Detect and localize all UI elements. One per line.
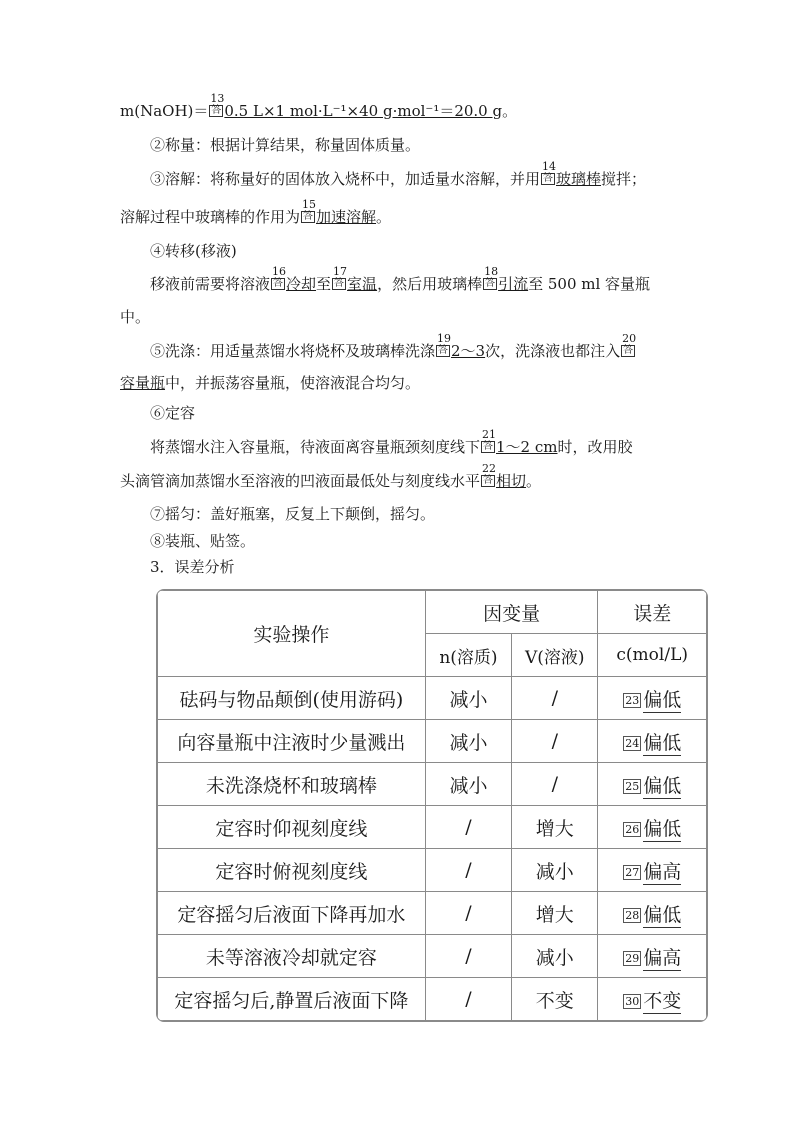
cell-n: 减小 bbox=[425, 677, 511, 720]
cell-n: / bbox=[425, 935, 511, 978]
result-value: 偏低 bbox=[643, 817, 682, 840]
header-variable: 因变量 bbox=[425, 591, 598, 634]
answer-text: 0.5 L×1 mol·L⁻¹×40 g·mol⁻¹＝20.0 g bbox=[224, 102, 503, 120]
text-line-1 bbox=[120, 92, 518, 122]
text-line-7: 中。 bbox=[120, 308, 151, 326]
sentence: 至 bbox=[316, 275, 332, 293]
cell-n: / bbox=[425, 849, 511, 892]
sentence: 搅拌； bbox=[601, 170, 647, 188]
answer-marker: 17 答 bbox=[333, 265, 348, 289]
cell-operation: 未洗涤烧杯和玻璃棒 bbox=[158, 763, 426, 806]
answer-number: 20 bbox=[622, 332, 637, 345]
table-row bbox=[158, 763, 707, 806]
cell-operation: 定容时仰视刻度线 bbox=[158, 806, 426, 849]
table-row bbox=[158, 849, 707, 892]
result-value: 偏低 bbox=[643, 903, 682, 926]
cell-operation: 未等溶液冷却就定容 bbox=[158, 935, 426, 978]
answer-text: 冷却 bbox=[286, 275, 317, 293]
cell-result bbox=[598, 849, 707, 892]
sentence: 时，改用胶 bbox=[557, 438, 633, 456]
cell-n: / bbox=[425, 892, 511, 935]
result-value: 偏高 bbox=[643, 946, 682, 969]
result-value: 不变 bbox=[643, 989, 682, 1012]
header-v: V(溶液) bbox=[512, 634, 598, 677]
cell-v: 增大 bbox=[512, 806, 598, 849]
answer-number: 21 bbox=[482, 428, 497, 441]
sentence: 头滴管滴加蒸馏水至溶液的凹液面最低处与刻度线水平 bbox=[120, 472, 481, 490]
result-value: 偏低 bbox=[643, 688, 682, 711]
answer-marker: 16 答 bbox=[272, 265, 287, 289]
table-row bbox=[158, 720, 707, 763]
answer-number: 30 bbox=[625, 994, 640, 1008]
answer-number: 14 bbox=[542, 160, 557, 173]
answer-marker: 22 答 bbox=[482, 462, 497, 486]
cell-operation: 定容摇匀后液面下降再加水 bbox=[158, 892, 426, 935]
punctuation: 。 bbox=[376, 208, 392, 226]
answer-number: 29 bbox=[625, 951, 640, 965]
text-line-11 bbox=[150, 428, 633, 458]
cell-n: / bbox=[425, 978, 511, 1021]
table-row bbox=[158, 935, 707, 978]
answer-marker: 21 答 bbox=[482, 428, 497, 452]
answer-marker: 15 答 bbox=[302, 198, 317, 222]
table-row bbox=[158, 978, 707, 1021]
answer-text: 1～2 cm bbox=[496, 438, 558, 456]
formula-label: m(NaOH)＝ bbox=[120, 102, 209, 120]
answer-number: 24 bbox=[625, 736, 640, 750]
result-value: 偏高 bbox=[643, 860, 682, 883]
answer-number: 22 bbox=[482, 462, 497, 475]
cell-operation: 定容时俯视刻度线 bbox=[158, 849, 426, 892]
text-line-2: ②称量：根据计算结果，称量固体质量。 bbox=[150, 136, 421, 154]
answer-number: 25 bbox=[625, 779, 640, 793]
text-line-5: ④转移(移液) bbox=[150, 242, 237, 260]
cell-operation: 砝码与物品颠倒(使用游码) bbox=[158, 677, 426, 720]
answer-number: 27 bbox=[625, 865, 640, 879]
punctuation: 。 bbox=[502, 102, 518, 120]
text-line-3 bbox=[150, 160, 647, 190]
result-value: 偏低 bbox=[643, 774, 682, 797]
table-row bbox=[158, 892, 707, 935]
cell-v: 增大 bbox=[512, 892, 598, 935]
answer-number: 13 bbox=[210, 92, 225, 105]
cell-result bbox=[598, 763, 707, 806]
answer-marker: 18 答 bbox=[484, 265, 499, 289]
table-row bbox=[158, 677, 707, 720]
cell-result bbox=[598, 978, 707, 1021]
answer-marker: 20 答 bbox=[622, 332, 637, 356]
answer-number: 15 bbox=[302, 198, 317, 211]
cell-result bbox=[598, 892, 707, 935]
answer-text: 室温 bbox=[347, 275, 378, 293]
punctuation: 。 bbox=[526, 472, 542, 490]
answer-number: 23 bbox=[625, 693, 640, 707]
cell-result bbox=[598, 677, 707, 720]
header-error: 误差 bbox=[598, 591, 707, 634]
answer-text: 2～3 bbox=[451, 342, 486, 360]
section-heading: 3．误差分析 bbox=[150, 558, 235, 576]
answer-marker: 14 答 bbox=[542, 160, 557, 184]
header-operation: 实验操作 bbox=[158, 591, 426, 677]
sentence: 中，并振荡容量瓶，使溶液混合均匀。 bbox=[165, 374, 421, 392]
sentence: 次，洗涤液也都注入 bbox=[485, 342, 621, 360]
cell-v: / bbox=[512, 720, 598, 763]
answer-number: 18 bbox=[484, 265, 499, 278]
answer-number: 16 bbox=[272, 265, 287, 278]
table-row bbox=[158, 806, 707, 849]
result-value: 偏低 bbox=[643, 731, 682, 754]
text-line-4 bbox=[120, 198, 392, 228]
cell-operation: 向容量瓶中注液时少量溅出 bbox=[158, 720, 426, 763]
cell-v: 减小 bbox=[512, 849, 598, 892]
sentence: 将蒸馏水注入容量瓶，待液面离容量瓶颈刻度线下 bbox=[150, 438, 481, 456]
cell-n: / bbox=[425, 806, 511, 849]
answer-text: 玻璃棒 bbox=[556, 170, 602, 188]
cell-v: 不变 bbox=[512, 978, 598, 1021]
cell-v: / bbox=[512, 677, 598, 720]
text-line-13: ⑦摇匀：盖好瓶塞，反复上下颠倒，摇匀。 bbox=[150, 505, 436, 523]
answer-number: 26 bbox=[625, 822, 640, 836]
cell-n: 减小 bbox=[425, 720, 511, 763]
sentence: 移液前需要将溶液 bbox=[150, 275, 271, 293]
answer-text: 加速溶解 bbox=[316, 208, 377, 226]
cell-result bbox=[598, 720, 707, 763]
sentence: 溶解过程中玻璃棒的作用为 bbox=[120, 208, 301, 226]
text-line-14: ⑧装瓶、贴签。 bbox=[150, 532, 256, 550]
text-line-6 bbox=[150, 265, 651, 295]
sentence: ，然后用玻璃棒 bbox=[377, 275, 483, 293]
sentence: 至 500 ml 容量瓶 bbox=[528, 275, 651, 293]
sentence: ③溶解：将称量好的固体放入烧杯中，加适量水溶解，并用 bbox=[150, 170, 541, 188]
answer-text: 相切 bbox=[496, 472, 527, 490]
header-n: n(溶质) bbox=[425, 634, 511, 677]
text-line-9 bbox=[120, 372, 420, 394]
cell-v: 减小 bbox=[512, 935, 598, 978]
answer-number: 28 bbox=[625, 908, 640, 922]
answer-marker: 19 答 bbox=[437, 332, 452, 356]
text-line-12 bbox=[120, 462, 542, 492]
cell-n: 减小 bbox=[425, 763, 511, 806]
answer-marker: 13 答 bbox=[210, 92, 225, 116]
cell-result bbox=[598, 806, 707, 849]
cell-operation: 定容摇匀后,静置后液面下降 bbox=[158, 978, 426, 1021]
sentence: ⑤洗涤：用适量蒸馏水将烧杯及玻璃棒洗涤 bbox=[150, 342, 436, 360]
header-c: c(mol/L) bbox=[598, 634, 707, 677]
answer-text: 容量瓶 bbox=[120, 374, 166, 392]
text-line-8 bbox=[150, 332, 637, 362]
answer-number: 19 bbox=[437, 332, 452, 345]
cell-v: / bbox=[512, 763, 598, 806]
answer-text: 引流 bbox=[498, 275, 529, 293]
error-analysis-table bbox=[156, 589, 708, 1022]
cell-result bbox=[598, 935, 707, 978]
answer-number: 17 bbox=[333, 265, 348, 278]
text-line-10: ⑥定容 bbox=[150, 404, 196, 422]
